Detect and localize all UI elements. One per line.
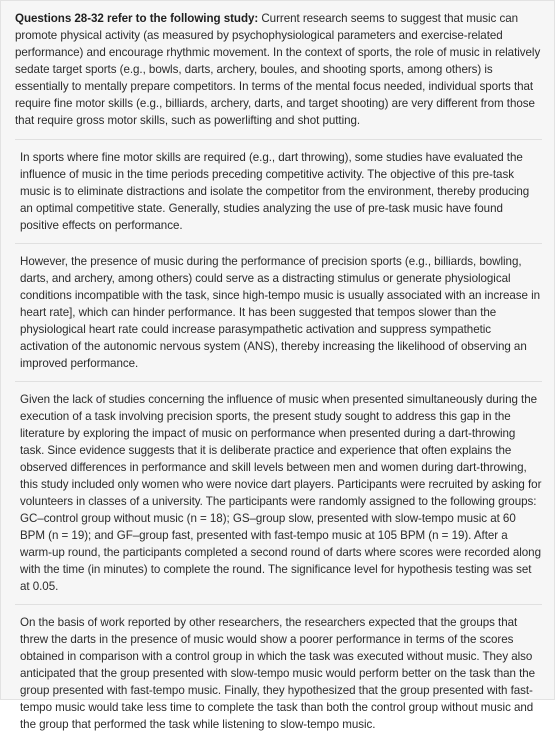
paragraph-music-distraction: However, the presence of music during the performance of precision sports (e.g., billiards, bowling, darts, and archery, among others) could serve as a distracting stimulus or generate physiological conditions incompatible with the task, since high-tempo music is usually associated with an increase in heart rate], which can hinder performance. It has been suggested that tempos slower than the physiological heart rate could increase parasympathetic activation and suppress sympathetic activation of the autonomic nervous system (ANS), thereby increasing the likelihood of observing an improved performance.	[20, 255, 541, 370]
paragraph-pre-task-music: In sports where fine motor skills are required (e.g., dart throwing), some studies have evaluated the influence of music in the time periods preceding competitive activity. The objective of this pre-task music is to eliminate distractions and isolate the competitor from the environment, thereby producing an optimal competitive state. Generally, studies analyzing the use of pre-task music have found positive effects on performance.	[20, 151, 530, 232]
intro-paragraph	[15, 10, 542, 139]
intro-text: Current research seems to suggest that music can promote physical activity (as measured by psychophysiological parameters and exercise-related performance) and encourage rhythmic movement. In the context of sports, the role of music in relatively sedate target sports (e.g., bowls, darts, archery, boules, and shooting sports, among others) is essentially to mentally prepare competitors. In terms of the mental focus needed, individual sports that require fine motor skills (e.g., billiards, archery, darts, and target shooting) are very different from those that require gross motor skills, such as powerlifting and shot putting.	[15, 12, 541, 127]
paragraph-study-method: Given the lack of studies concerning the influence of music when presented simultaneously during the execution of a task involving precision sports, the present study sought to address this gap in the literature by exploring the impact of music on performance when presented during a dart-throwing task. Since evidence suggests that it is deliberate practice and experience that often explains the observed differences in performance and skill levels between men and women during dart-throwing, this study included only women who were novice dart players. Participants were recruited by asking for volunteers in classes of a university. The participants were randomly assigned to the following groups: GC–control group without music (n = 18); GS–group slow, presented with slow-tempo music at 60 BPM (n = 19); and GF–group fast, presented with fast-tempo music at 105 BPM (n = 19). After a warm-up round, the participants completed a second round of darts where scores were recorded along with the time (in minutes) to complete the round. The significance level for hypothesis testing was set at 0.05.	[20, 393, 542, 593]
questions-lead: Questions 28-32 refer to the following study:	[15, 12, 259, 25]
paragraph-hypotheses: On the basis of work reported by other researchers, the researchers expected that the groups that threw the darts in the presence of music would show a poorer performance in terms of the scores obtained in comparison with a control group in which the task was executed without music. They also anticipated that the group presented with slow-tempo music would perform better on the task than the group presented with fast-tempo music. Finally, they hypothesized that the group presented with fast-tempo music would take less time to complete the task than both the control group without music and the group that performed the task while listening to slow-tempo music.	[20, 616, 536, 731]
